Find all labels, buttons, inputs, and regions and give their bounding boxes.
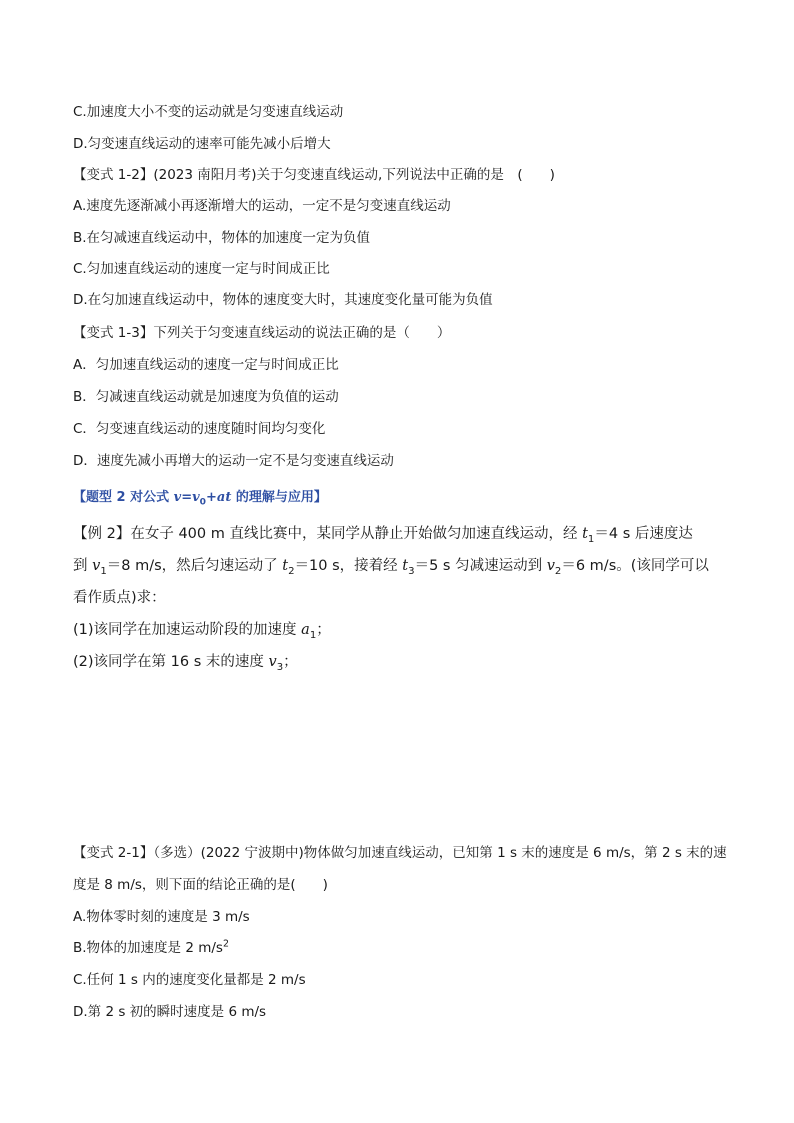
option-c-prev: C.加速度大小不变的运动就是匀变速直线运动 (73, 104, 344, 120)
variant-1-3-option-c: C．匀变速直线运动的速度随时间均匀变化 (73, 421, 326, 437)
variant-2-1-option-a: A.物体零时刻的速度是 3 m/s (73, 909, 250, 925)
variant-1-3-option-b: B．匀减速直线运动就是加速度为负值的运动 (73, 389, 339, 405)
example-2-line-1: 【例 2】在女子 400 m 直线比赛中，某同学从静止开始做匀加速直线运动，经 $t_1=4$ s 后速度达 (73, 526, 693, 545)
variant-1-3-stem: 【变式 1-3】下列关于匀变速直线运动的说法正确的是（ ） (73, 325, 451, 341)
variant-1-2-option-b: B.在匀减速直线运动中，物体的加速度一定为负值 (73, 230, 371, 246)
variant-1-3-option-a: A．匀加速直线运动的速度一定与时间成正比 (73, 357, 339, 373)
variant-2-1-stem-line-2: 度是 8 m/s，则下面的结论正确的是( ) (73, 877, 328, 893)
variant-1-2-option-a: A.速度先逐渐减小再逐渐增大的运动，一定不是匀变速直线运动 (73, 198, 451, 214)
variant-1-3-option-d: D．速度先减小再增大的运动一定不是匀变速直线运动 (73, 453, 394, 469)
variant-2-1-option-b: B.物体的加速度是 2 $m/s^2$ (73, 938, 229, 956)
example-2-question-2: (2)该同学在第 16 s 末的速度 $v_3$； (73, 654, 298, 673)
example-2-line-2: 到 $v_1=8$ m/s，然后匀速运动了 $t_2=10$ s，接着经 $t_3=5$ s 匀减速运动到 $v_2=6$ m/s。(该同学可以 (73, 558, 709, 577)
variant-1-2-stem: 【变式 1-2】(2023 南阳月考)关于匀变速直线运动,下列说法中正确的是 ( ) (73, 167, 555, 183)
variant-1-2-option-c: C.匀加速直线运动的速度一定与时间成正比 (73, 261, 330, 277)
example-2-line-3: 看作质点)求： (73, 590, 166, 606)
variant-2-1-stem-line-1: 【变式 2-1】（多选）(2022 宁波期中)物体做匀加速直线运动，已知第 1 s 末的速度是 6 m/s，第 2 s 末的速 (73, 845, 727, 861)
variant-2-1-option-c: C.任何 1 s 内的速度变化量都是 2 m/s (73, 972, 306, 988)
variant-1-2-option-d: D.在匀加速直线运动中，物体的速度变大时，其速度变化量可能为负值 (73, 292, 493, 308)
variant-2-1-option-d: D.第 2 s 初的瞬时速度是 6 m/s (73, 1004, 267, 1020)
example-2-question-1: (1)该同学在加速运动阶段的加速度 $a_1$； (73, 622, 331, 641)
topic-2-heading: 【题型 2 对公式 $v=v_0+at$ 的理解与应用】 (73, 490, 327, 508)
option-d-prev: D.匀变速直线运动的速率可能先减小后增大 (73, 136, 331, 152)
